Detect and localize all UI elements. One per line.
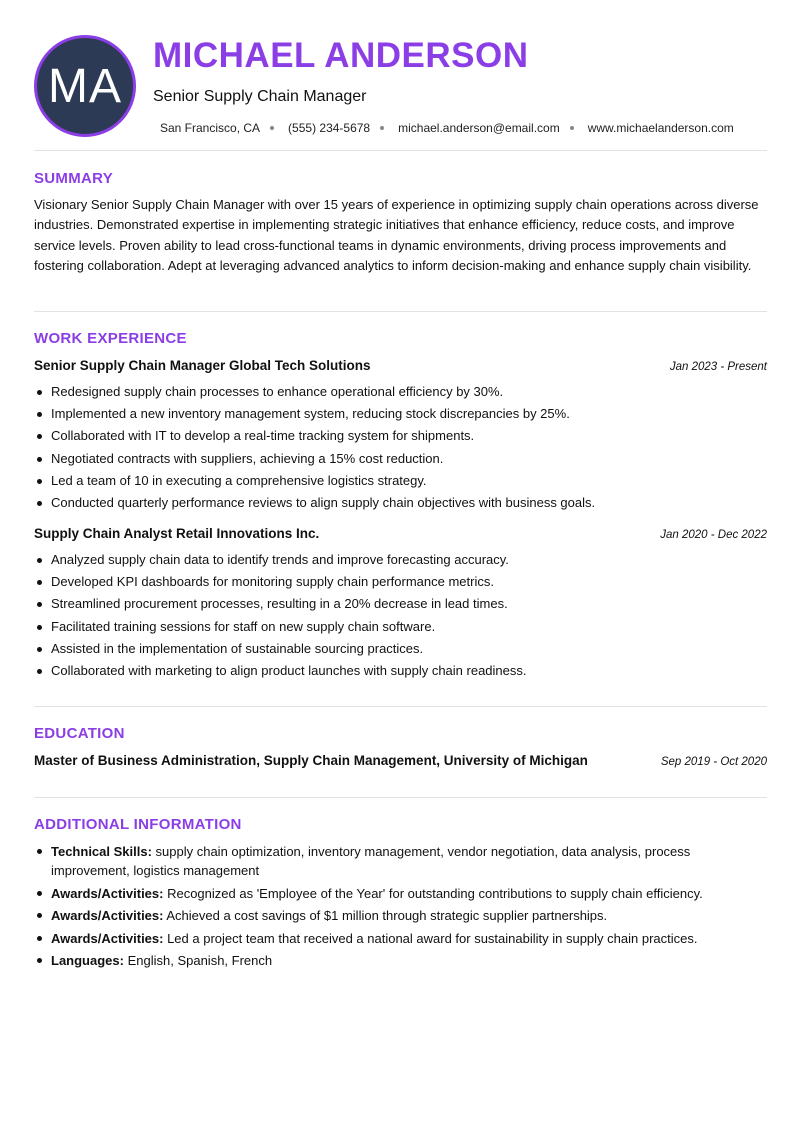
- summary-heading: SUMMARY: [34, 170, 114, 187]
- bullet-icon: [37, 625, 42, 630]
- bullet-text: Assisted in the implementation of sustainable sourcing practices.: [51, 640, 424, 656]
- separator-dot-icon: [380, 126, 384, 130]
- bullet-icon: [37, 390, 42, 395]
- bullet-text: Conducted quarterly performance reviews to align supply chain objectives with business goals.: [51, 495, 596, 511]
- list-item: [34, 951, 724, 970]
- candidate-role: Senior Supply Chain Manager: [153, 88, 367, 105]
- list-item: [34, 549, 767, 571]
- bullet-icon: [37, 913, 42, 918]
- list-item: [34, 906, 724, 925]
- avatar-initials: MA: [48, 59, 122, 113]
- job-bullet-list: [34, 381, 767, 514]
- job-title: Senior Supply Chain Manager Global Tech Solutions: [34, 358, 371, 373]
- section-divider: [34, 706, 767, 707]
- list-item: [34, 638, 767, 660]
- info-text: Led a project team that received a national award for sustainability in supply chain practices.: [163, 930, 698, 946]
- contact-email[interactable]: michael.anderson@email.com: [398, 121, 560, 135]
- bullet-icon: [37, 647, 42, 652]
- bullet-icon: [37, 602, 42, 607]
- section-divider: [34, 797, 767, 798]
- info-label: Languages:: [51, 953, 124, 969]
- bullet-icon: [37, 849, 42, 854]
- bullet-text: Led a team of 10 in executing a comprehensive logistics strategy.: [51, 472, 427, 488]
- bullet-text: Facilitated training sessions for staff on new supply chain software.: [51, 618, 436, 634]
- additional-info-list: [34, 842, 724, 974]
- bullet-text: Collaborated with marketing to align product launches with supply chain readiness.: [51, 663, 527, 679]
- bullet-text: Analyzed supply chain data to identify trends and improve forecasting accuracy.: [51, 552, 509, 567]
- additional-info-heading: ADDITIONAL INFORMATION: [34, 816, 242, 833]
- list-item: [34, 884, 724, 903]
- bullet-icon: [37, 558, 42, 563]
- contact-phone: (555) 234-5678: [288, 121, 371, 135]
- info-text: Achieved a cost savings of $1 million through strategic supplier partnerships.: [163, 908, 608, 924]
- job-header: [34, 526, 767, 541]
- bullet-icon: [37, 434, 42, 439]
- bullet-icon: [37, 669, 42, 674]
- separator-dot-icon: [570, 126, 574, 130]
- list-item: [34, 448, 767, 470]
- section-divider: [34, 311, 767, 312]
- separator-dot-icon: [270, 126, 274, 130]
- bullet-icon: [37, 412, 42, 417]
- info-label: Awards/Activities:: [51, 930, 164, 946]
- section-divider: [34, 150, 767, 151]
- bullet-text: Redesigned supply chain processes to enhance operational efficiency by 30%.: [51, 384, 504, 399]
- info-text: English, Spanish, French: [123, 953, 273, 969]
- info-label: Awards/Activities:: [51, 908, 164, 924]
- list-item: [34, 425, 767, 447]
- contact-line: [160, 121, 734, 135]
- info-text: Recognized as 'Employee of the Year' for outstanding contributions to supply chain efficiency.: [163, 885, 703, 901]
- info-text: supply chain optimization, inventory management, vendor negotiation, data analysis, process improvement, logistics management: [51, 844, 691, 878]
- avatar: [34, 35, 136, 137]
- list-item: [34, 593, 767, 615]
- education-dates: Sep 2019 - Oct 2020: [660, 756, 767, 768]
- list-item: [34, 403, 767, 425]
- bullet-icon: [37, 580, 42, 585]
- degree-title: Master of Business Administration, Supply Chain Management, University of Michigan: [34, 753, 588, 768]
- bullet-text: Implemented a new inventory management system, reducing stock discrepancies by 25%.: [51, 406, 570, 422]
- bullet-text: Streamlined procurement processes, resulting in a 20% decrease in lead times.: [51, 596, 508, 612]
- summary-text: Visionary Senior Supply Chain Manager with over 15 years of experience in optimizing supply chain operations across diverse industries. Demonstrated expertise in implementing strategic initiatives that enhance efficiency, reduce costs, and improve service levels. Proven ability to lead cross-functional teams in dynamic environments, driving process improvements and fostering collaboration. Adept at leveraging advanced analytics to inform decision-making and enhance supply chain visibility.: [34, 197, 759, 274]
- list-item: [34, 470, 767, 492]
- bullet-icon: [37, 936, 42, 941]
- education-heading: EDUCATION: [34, 725, 125, 742]
- contact-website[interactable]: www.michaelanderson.com: [587, 121, 734, 135]
- work-experience-heading: WORK EXPERIENCE: [34, 330, 187, 347]
- list-item: [34, 571, 767, 593]
- list-item: [34, 660, 767, 682]
- job-bullet-list: [34, 549, 767, 682]
- job-title: Supply Chain Analyst Retail Innovations Inc.: [34, 526, 320, 541]
- list-item: [34, 381, 767, 403]
- bullet-text: Collaborated with IT to develop a real-time tracking system for shipments.: [51, 428, 475, 444]
- bullet-text: Developed KPI dashboards for monitoring supply chain performance metrics.: [51, 574, 494, 590]
- list-item: [34, 492, 767, 514]
- list-item: [34, 842, 724, 880]
- candidate-name: MICHAEL ANDERSON: [153, 36, 529, 75]
- bullet-icon: [37, 891, 42, 896]
- bullet-icon: [37, 958, 42, 963]
- job-dates: Jan 2023 - Present: [669, 361, 767, 373]
- bullet-icon: [37, 479, 42, 484]
- job-dates: Jan 2020 - Dec 2022: [660, 529, 767, 541]
- bullet-icon: [37, 457, 42, 462]
- info-label: Technical Skills:: [51, 844, 152, 859]
- list-item: [34, 929, 724, 948]
- info-label: Awards/Activities:: [51, 885, 164, 901]
- education-entry: [34, 753, 767, 768]
- bullet-text: Negotiated contracts with suppliers, achieving a 15% cost reduction.: [51, 450, 444, 466]
- contact-location: San Francisco, CA: [160, 121, 261, 135]
- list-item: [34, 616, 767, 638]
- bullet-icon: [37, 501, 42, 506]
- job-header: [34, 358, 767, 373]
